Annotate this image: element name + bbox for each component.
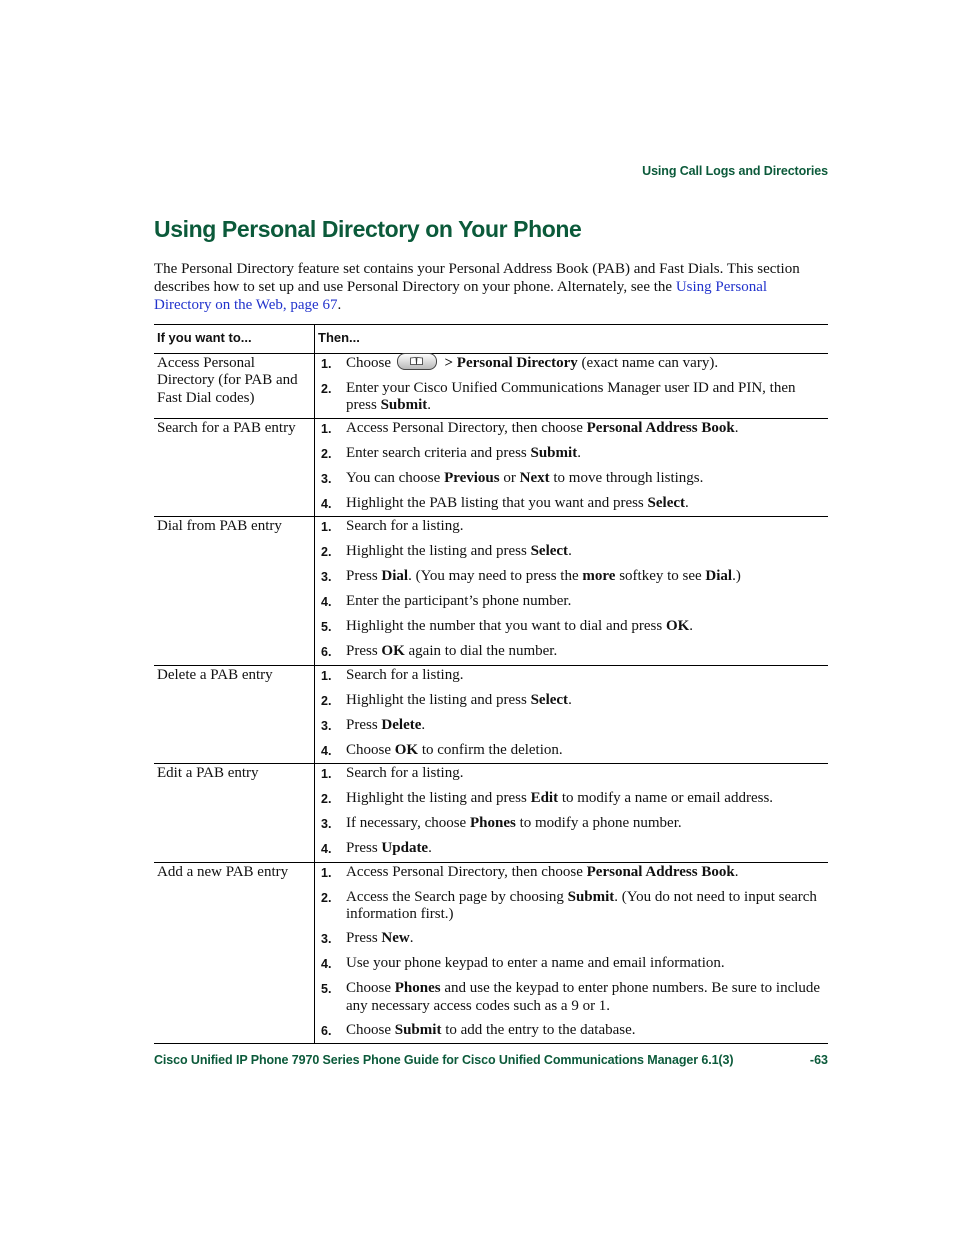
step-text <box>346 568 828 587</box>
step-text-part: .) <box>732 568 741 584</box>
step-number: 3. <box>321 718 332 733</box>
softkey-label: more <box>582 568 616 584</box>
step-text <box>346 618 828 637</box>
step-text <box>346 593 828 612</box>
step-text-part: Press <box>346 568 382 584</box>
action-cell: Edit a PAB entry <box>154 764 315 863</box>
step-text-part: Choose <box>346 1021 395 1038</box>
step-list <box>321 667 828 762</box>
step-number: 2. <box>321 693 332 708</box>
step-text-part: again to dial the number. <box>404 643 558 659</box>
step-item <box>321 742 828 762</box>
softkey-label: Update <box>381 840 429 856</box>
directories-button-icon <box>397 353 437 370</box>
step-text-part: to add the entry to the database. <box>441 1021 636 1038</box>
step-text-part: and use the keypad to enter phone numbers. Be sure to include any necessary access codes such as a 9 or 1. <box>346 980 821 1014</box>
softkey-label: > Personal Directory <box>440 354 578 371</box>
softkey-label: Submit <box>394 1021 442 1038</box>
step-text-part: Search for a listing. <box>346 518 464 534</box>
step-number: 2. <box>321 545 332 559</box>
step-text-part: Highlight the listing and press <box>346 543 531 559</box>
step-number: 2. <box>321 792 332 806</box>
step-item <box>321 955 828 980</box>
step-number: 5. <box>321 982 332 996</box>
step-text-part: . <box>428 840 432 856</box>
softkey-label: Dial <box>705 568 733 584</box>
step-text-part: If necessary, choose <box>346 815 470 831</box>
step-text-part: Access Personal Directory, then choose <box>346 863 587 880</box>
step-text-part: to modify a name or email address. <box>558 790 774 806</box>
step-number: 6. <box>321 645 332 659</box>
step-number: 3. <box>321 471 332 486</box>
step-text-part: Search for a listing. <box>346 666 464 683</box>
step-text <box>346 955 828 974</box>
action-cell: Access Personal Directory (for PAB and Fast Dial codes) <box>154 353 315 418</box>
step-item <box>321 692 828 717</box>
step-text <box>346 470 828 489</box>
step-number: 2. <box>321 446 332 461</box>
step-item <box>321 495 828 515</box>
step-text-part: or <box>499 469 520 486</box>
step-item <box>321 445 828 470</box>
table-header-row <box>154 325 828 354</box>
table-row <box>154 418 828 517</box>
table-row <box>154 862 828 1044</box>
softkey-label: Submit <box>530 444 578 461</box>
step-text-part: . <box>689 618 694 634</box>
softkey-label: Select <box>530 543 569 559</box>
step-text-part: . <box>577 444 581 461</box>
steps-cell <box>315 665 829 764</box>
step-item <box>321 980 828 1022</box>
step-text-part: Press <box>346 840 382 856</box>
step-text-part: Highlight the number that you want to dial and press <box>346 618 666 634</box>
step-text <box>346 692 828 711</box>
intro-text: The Personal Directory feature set contains your Personal Address Book (PAB) and Fast Dials. This section describes how to set up and use Personal Directory on your phone. Alternately, see the <box>154 261 800 295</box>
step-text-part: Press <box>346 716 382 733</box>
step-text <box>346 518 828 537</box>
step-number: 2. <box>321 381 332 396</box>
step-text-part: (exact name can vary). <box>577 354 719 371</box>
intro-end: . <box>337 297 342 313</box>
step-text <box>346 840 828 859</box>
step-number: 6. <box>321 1023 332 1038</box>
step-number: 4. <box>321 957 332 971</box>
table-row <box>154 665 828 764</box>
step-list <box>321 518 828 663</box>
step-text <box>346 980 828 1015</box>
step-item <box>321 420 828 445</box>
column-header-then: Then... <box>315 325 829 354</box>
table-row <box>154 517 828 666</box>
table-row <box>154 764 828 863</box>
step-text-part: . <box>568 691 572 708</box>
intro-paragraph <box>154 260 828 314</box>
softkey-label: OK <box>394 741 419 758</box>
step-item <box>321 930 828 955</box>
step-text-part: to modify a phone number. <box>515 815 682 831</box>
step-text <box>346 790 828 809</box>
cross-reference-link[interactable]: Using Personal Directory on the Web, page 67 <box>154 279 768 313</box>
step-item <box>321 568 828 593</box>
steps-cell <box>315 517 829 666</box>
steps-cell <box>315 862 829 1044</box>
step-text-part: Highlight the PAB listing that you want and press <box>346 494 648 511</box>
step-text-part: . <box>421 716 426 733</box>
step-list <box>321 765 828 860</box>
step-text <box>346 420 828 439</box>
step-list <box>321 864 828 1042</box>
step-number: 3. <box>321 932 332 946</box>
step-number: 3. <box>321 570 332 584</box>
step-item <box>321 667 828 692</box>
softkey-label: Personal Address Book <box>586 863 735 880</box>
step-text <box>346 930 828 949</box>
step-text <box>346 717 828 736</box>
step-text-part: . <box>409 930 414 946</box>
column-header-action: If you want to... <box>154 325 315 354</box>
step-text <box>346 355 828 374</box>
softkey-label: Personal Address Book <box>586 419 735 436</box>
steps-cell <box>315 353 829 418</box>
step-item <box>321 790 828 815</box>
step-text-part: You can choose <box>346 469 445 486</box>
step-text-part: Use your phone keypad to enter a name and email information. <box>346 955 725 971</box>
softkey-label: Dial <box>381 568 409 584</box>
softkey-label: Phones <box>394 980 441 996</box>
step-number: 1. <box>321 356 332 371</box>
step-number: 4. <box>321 842 332 856</box>
step-text-part: Enter the participant’s phone number. <box>346 593 572 609</box>
step-text-part: Access Personal Directory, then choose <box>346 419 587 436</box>
step-text-part: Highlight the listing and press <box>346 790 531 806</box>
table-row <box>154 353 828 418</box>
step-list <box>321 420 828 515</box>
step-text-part: Press <box>346 643 382 659</box>
step-item <box>321 593 828 618</box>
step-number: 5. <box>321 620 332 634</box>
softkey-label: Select <box>647 494 686 511</box>
step-number: 1. <box>321 668 332 683</box>
page-title: Using Personal Directory on Your Phone <box>154 216 582 242</box>
step-item <box>321 518 828 543</box>
step-text <box>346 667 828 686</box>
softkey-label: Select <box>530 691 569 708</box>
step-item <box>321 618 828 643</box>
step-text-part: Access the Search page by choosing <box>346 888 568 905</box>
step-item <box>321 815 828 840</box>
step-text <box>346 815 828 834</box>
step-text-part: . <box>427 397 432 413</box>
step-text-part: to confirm the deletion. <box>418 741 563 758</box>
step-text-part: . (You may need to press the <box>408 568 583 584</box>
step-text-part: softkey to see <box>615 568 706 584</box>
step-number: 1. <box>321 767 332 781</box>
step-text-part: . <box>734 863 739 880</box>
step-text <box>346 643 828 662</box>
action-cell: Delete a PAB entry <box>154 665 315 764</box>
step-text <box>346 765 828 784</box>
step-text-part: Press <box>346 930 382 946</box>
softkey-label: Previous <box>444 469 500 486</box>
step-item <box>321 470 828 495</box>
step-number: 4. <box>321 743 332 758</box>
step-text-part: Enter your Cisco Unified Communications Manager user ID and PIN, then press <box>346 379 796 413</box>
step-text-part: Choose <box>346 354 395 371</box>
step-text <box>346 742 828 761</box>
step-item <box>321 889 828 931</box>
steps-table <box>154 324 828 1044</box>
softkey-label: Submit <box>567 888 615 905</box>
step-item <box>321 765 828 790</box>
steps-cell <box>315 764 829 863</box>
step-text-part: . (You do not need to input search information first.) <box>346 888 817 922</box>
softkey-label: OK <box>381 643 405 659</box>
step-text-part: Search for a listing. <box>346 765 464 781</box>
page-number: -63 <box>809 1053 828 1067</box>
step-text <box>346 1022 828 1041</box>
softkey-label: Edit <box>530 790 559 806</box>
softkey-label: Next <box>519 469 550 486</box>
step-text-part: Highlight the listing and press <box>346 691 531 708</box>
step-item <box>321 864 828 889</box>
step-item <box>321 1022 828 1042</box>
step-text-part: to move through listings. <box>549 469 704 486</box>
softkey-label: OK <box>665 618 690 634</box>
step-text-part: Choose <box>346 741 395 758</box>
step-number: 4. <box>321 595 332 609</box>
step-text <box>346 864 828 883</box>
action-cell: Search for a PAB entry <box>154 418 315 517</box>
step-text <box>346 543 828 562</box>
step-text <box>346 889 828 924</box>
step-list <box>321 355 828 416</box>
step-number: 1. <box>321 421 332 436</box>
softkey-label: Submit <box>380 397 428 413</box>
steps-cell <box>315 418 829 517</box>
softkey-label: New <box>381 930 410 946</box>
step-text <box>346 445 828 464</box>
step-text-part: . <box>685 494 689 511</box>
step-item <box>321 355 828 380</box>
action-cell: Add a new PAB entry <box>154 862 315 1044</box>
step-item <box>321 543 828 568</box>
action-cell: Dial from PAB entry <box>154 517 315 666</box>
step-item <box>321 380 828 416</box>
step-text-part: Enter search criteria and press <box>346 444 531 461</box>
step-item <box>321 840 828 860</box>
book-icon <box>410 357 423 365</box>
step-number: 2. <box>321 890 332 905</box>
step-number: 1. <box>321 520 332 534</box>
running-header: Using Call Logs and Directories <box>642 164 828 178</box>
step-text <box>346 495 828 514</box>
softkey-label: Phones <box>469 815 516 831</box>
step-number: 3. <box>321 817 332 831</box>
step-text <box>346 380 828 415</box>
softkey-label: Delete <box>381 716 422 733</box>
step-item <box>321 643 828 663</box>
step-item <box>321 717 828 742</box>
step-number: 1. <box>321 865 332 880</box>
footer-title: Cisco Unified IP Phone 7970 Series Phone Guide for Cisco Unified Communications Manager 6.1(3) <box>154 1053 734 1067</box>
table-body <box>154 353 828 1044</box>
step-text-part: . <box>568 543 572 559</box>
step-text-part: Choose <box>346 980 395 996</box>
step-number: 4. <box>321 496 332 511</box>
step-text-part: . <box>734 419 739 436</box>
